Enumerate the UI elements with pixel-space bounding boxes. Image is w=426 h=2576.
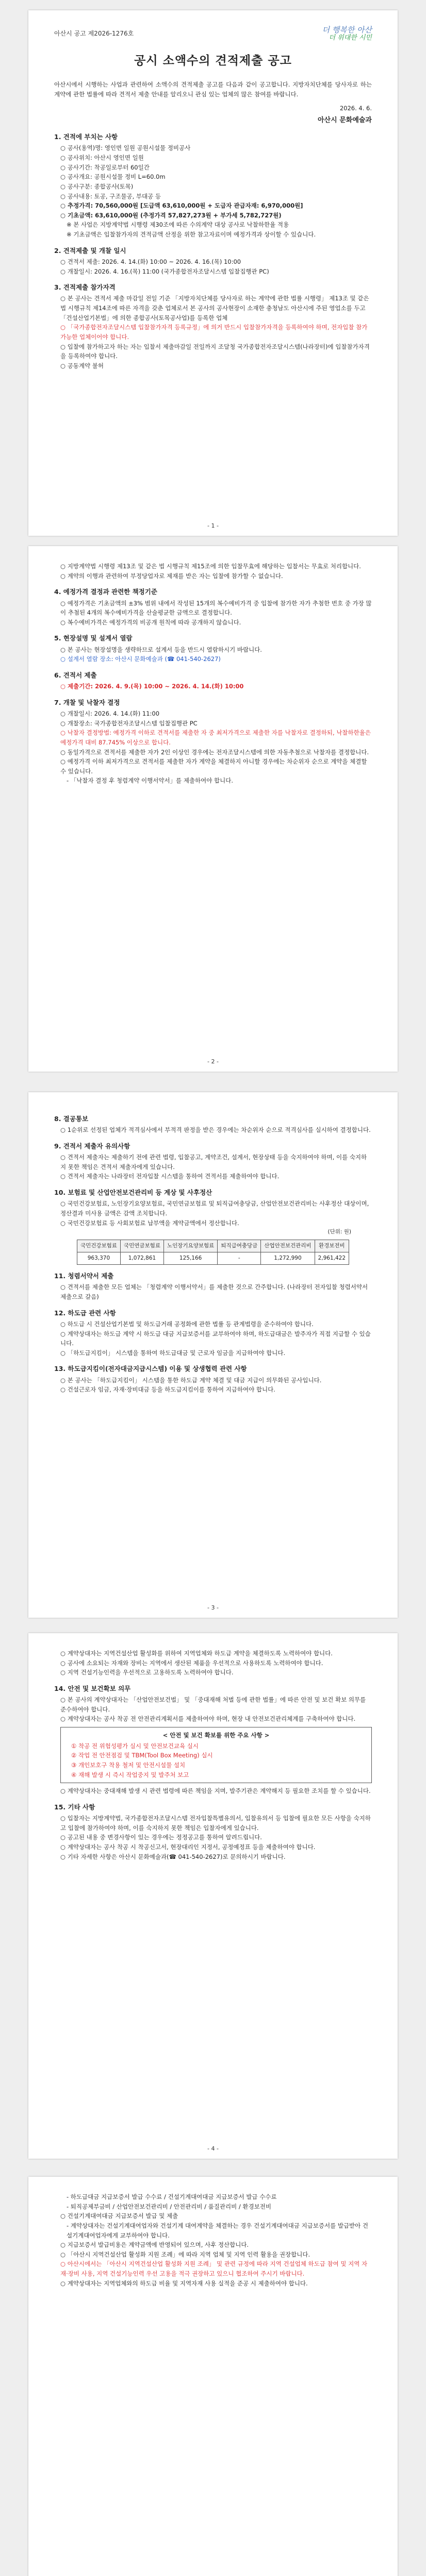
s13-item: ○ 본 공사는 「하도급지킴이」 시스템을 통한 하도급 계약 체결 및 대금 지급이 의무화된 공사입니다. <box>60 1376 322 1384</box>
fee-value: 2,961,422 <box>315 1252 349 1265</box>
page-number: - 4 - <box>207 2145 219 2153</box>
section-15-heading: 15. 기타 사항 <box>54 1803 95 1811</box>
page-4 <box>28 1633 398 2159</box>
s14-item: ○ 계약상대자는 중대재해 발생 시 관련 법령에 따른 책임을 지며, 발주기관은 계약해지 등 필요한 조치를 할 수 있습니다. <box>60 1787 371 1795</box>
fee-header: 퇴직급여충당금 <box>218 1240 261 1252</box>
s4-item: ○ 복수예비가격은 예정가격의 비공개 원칙에 따라 공개하지 않습니다. <box>60 618 241 626</box>
s12-item: ○ 하도급 시 건설산업기본법 및 하도급거래 공정화에 관한 법률 등 관계법령을 준수하여야 합니다. <box>60 1320 314 1328</box>
s7-award-text: ○ 낙찰자 결정방법: 예정가격 이하로 견적서를 제출한 자 중 최저가격으로 제출한 자를 낙찰자로 결정하되, 낙찰하한율은 예정가격 대비 87.745% 이상으로 합니다. <box>60 729 371 746</box>
fee-value: 1,072,861 <box>120 1252 163 1265</box>
fee-header: 국민건강보험료 <box>77 1240 120 1252</box>
s1-note: ※ 기초금액은 입찰참가자의 견적금액 산정을 위한 참고자료이며 예정가격과 상이할 수 있습니다. <box>67 231 316 239</box>
notice-date: 2026. 4. 6. <box>339 104 372 112</box>
s2-item: ○ 견적서 제출: 2026. 4. 14.(화) 10:00 ~ 2026. 4. 16.(목) 10:00 <box>60 258 241 265</box>
notice-number: 아산시 공고 제2026-1276호 <box>54 30 134 37</box>
p5-item: ○ 계약상대자는 지역업체와의 하도급 비율 및 지역자재 사용 실적을 준공 시 제출하여야 합니다. <box>60 2279 308 2287</box>
s3-item: ○ 공동계약 불허 <box>60 362 104 369</box>
section-7-heading: 7. 개찰 및 낙찰자 결정 <box>54 698 120 706</box>
s14-item: ○ 계약상대자는 공사 착공 전 안전관리계획서를 제출하여야 하며, 현장 내 안전보건관리체계를 구축하여야 합니다. <box>60 1715 356 1723</box>
intro-paragraph: 아산시에서 시행하는 사업과 관련하여 소액수의 견적제출 공고를 다음과 같이 공고합니다. 지방자치단체를 당사자로 하는 계약에 관한 법률에 따라 견적서 제출 안내를 알리오니 관심 있는 업체의 많은 참여를 바랍니다. <box>54 81 372 98</box>
s12-item: ○ 계약상대자는 하도급 계약 시 하도급 대금 지급보증서를 교부하여야 하며, 하도급대금은 발주자가 직접 지급할 수 있습니다. <box>60 1330 371 1347</box>
fee-value: 1,272,990 <box>261 1252 315 1265</box>
p5-item: ○ 지급보증서 발급비용은 계약금액에 반영되어 있으며, 사후 정산합니다. <box>60 2241 249 2249</box>
s10-item: ○ 국민건강보험료, 노인장기요양보험료, 국민연금보험료 및 퇴직급여충당금, 산업안전보건관리비는 사후정산 대상이며, 정산결과 미사용 금액은 감액 조치합니다. <box>60 1200 369 1217</box>
section-12-heading: 12. 하도급 관련 사항 <box>54 1309 116 1317</box>
s1-item: ○ 추정가격: 70,560,000원 [도급액 63,610,000원 + 도급자 관급자재: 6,970,000원] <box>60 202 303 210</box>
s14-item: ○ 본 공사의 계약상대자는 「산업안전보건법」 및 「중대재해 처벌 등에 관한 법률」에 따른 안전 및 보건 확보 의무를 준수하여야 합니다. <box>60 1696 366 1713</box>
s4-item: ○ 예정가격은 기초금액의 ±3% 범위 내에서 작성된 15개의 복수예비가격 중 입찰에 참가한 자가 추첨한 번호 중 가장 많이 추첨된 4개의 복수예비가격을 산술평균한 금액으로 결정합니다. <box>60 599 372 617</box>
section-14-heading: 14. 안전 및 보건확보 의무 <box>54 1684 131 1692</box>
section-6-heading: 6. 견적서 제출 <box>54 671 97 679</box>
fee-header: 국민연금보험료 <box>120 1240 163 1252</box>
p4-item: ○ 공사에 소요되는 자재와 장비는 지역에서 생산된 제품을 우선적으로 사용하도록 노력하여야 합니다. <box>60 1659 323 1667</box>
page-5 <box>28 2177 398 2576</box>
fee-value: 125,166 <box>163 1252 217 1265</box>
safety-box-item: ④ 재해 발생 시 즉시 작업중지 및 발주처 보고 <box>71 1771 189 1778</box>
s7-item: ○ 개찰일시: 2026. 4. 14.(화) 11:00 <box>60 710 160 717</box>
s3-item: ○ 본 공사는 견적서 제출 마감일 전일 기준 「지방자치단체를 당사자로 하는 계약에 관한 법률 시행령」 제13조 및 같은 법 시행규칙 제14조에 따른 자격을 갖춘 업체로서 본 공사의 공사현장이 소재한 충청남도 아산시에 주된 영업소를 두고 「건설산업기본법」에 의한 종합공사(토목공사업)를 등록한 업체 <box>60 295 369 321</box>
fee-value: 963,370 <box>77 1252 120 1265</box>
s2-item: ○ 개찰일시: 2026. 4. 16.(목) 11:00 (국가종합전자조달시스템 입찰집행관 PC) <box>60 267 269 275</box>
page-number: - 1 - <box>207 522 219 530</box>
s3-item: ○ 입찰에 참가하고자 하는 자는 입찰서 제출마감일 전일까지 조달청 국가종합전자조달시스템(나라장터)에 입찰참가자격을 등록하여야 합니다. <box>60 343 370 360</box>
safety-box-title: < 안전 및 보건 확보를 위한 주요 사항 > <box>162 1732 270 1739</box>
p2-item: ○ 계약의 이행과 관련하여 부정당업자로 제재를 받은 자는 입찰에 참가할 수 없습니다. <box>60 572 283 580</box>
p4-item: ○ 계약상대자는 지역건설산업 활성화를 위하여 지역업체와 하도급 계약을 체결하도록 노력하여야 합니다. <box>60 1650 333 1657</box>
slogan-line-1: 더 행복한 아산 <box>322 25 372 35</box>
fee-header: 산업안전보건관리비 <box>261 1240 315 1252</box>
s6-item-highlight: ○ 제출기간: 2026. 4. 9.(목) 10:00 ~ 2026. 4. 14.(화) 10:00 <box>60 683 244 690</box>
s1-item: ○ 공사기간: 착공일로부터 60일간 <box>60 163 150 171</box>
s1-item: ○ 공사위치: 아산시 영인면 일원 <box>60 154 144 162</box>
section-9-heading: 9. 견적서 제출자 유의사항 <box>54 1142 130 1150</box>
p4-item: ○ 지역 건설기능인력을 우선적으로 고용하도록 노력하여야 합니다. <box>60 1669 234 1676</box>
slogan-line-2: 더 위대한 시민 <box>329 33 372 42</box>
s7-item: ○ 예정가격 이하 최저가격으로 견적서를 제출한 자가 계약을 체결하지 아니할 경우에는 차순위자 순으로 계약을 체결할 수 있습니다. <box>60 758 367 775</box>
s5-item-highlight: ○ 설계서 열람 장소: 아산시 문화예술과 (☎ 041-540-2627) <box>60 655 221 663</box>
s7-item: ○ 개찰장소: 국가종합전자조달시스템 입찰집행관 PC <box>60 719 198 727</box>
section-2-heading: 2. 견적제출 및 개찰 일시 <box>54 246 126 255</box>
s1-note: ※ 본 사업은 지방계약법 시행령 제30조에 따른 수의계약 대상 공사로 낙찰하한율 적용 <box>67 221 289 229</box>
p5-item: - 하도급대금 지급보증서 발급 수수료 / 건설기계대여대금 지급보증서 발급 수수료 <box>67 2193 277 2200</box>
section-4-heading: 4. 예정가격 결정과 관련한 책정기준 <box>54 588 157 596</box>
p5-item: ○ 건설기계대여대금 지급보증서 발급 및 제출 <box>60 2212 178 2220</box>
section-13-heading: 13. 하도급지킴이(전자대금지급시스템) 이용 및 상생협력 관련 사항 <box>54 1365 247 1373</box>
s3-item-highlight: ○ 「국가종합전자조달시스템 입찰참가자격 등록규정」에 의거 반드시 입찰참가자격을 등록하여야 하며, 전자입찰 참가 가능한 업체이어야 합니다. <box>60 324 368 341</box>
s8-item: ○ 1순위로 선정된 업체가 적격심사에서 부적격 판정을 받은 경우에는 차순위자 순으로 적격심사를 실시하여 결정합니다. <box>60 1126 371 1134</box>
s1-item: ○ 기초금액: 63,610,000원 (추정가격 57,827,273원 + 부가세 5,782,727원) <box>60 211 282 219</box>
section-10-heading: 10. 보험료 및 산업안전보건관리비 등 계상 및 사후정산 <box>54 1189 212 1196</box>
fee-header-row <box>77 1240 349 1252</box>
p5-item: ○ 「아산시 지역건설산업 활성화 지원 조례」에 따라 지역 업체 및 지역 인력 활용을 권장합니다. <box>60 2250 310 2258</box>
s9-item: ○ 견적서 제출자는 제출하기 전에 관련 법령, 입찰공고, 계약조건, 설계서, 현장상태 등을 숙지하여야 하며, 이를 숙지하지 못한 책임은 견적서 제출자에게 있습니다. <box>60 1154 367 1171</box>
fee-unit: (단위: 원) <box>327 1229 351 1235</box>
s11-item: ○ 견적서를 제출한 모든 업체는 「청렴계약 이행서약서」를 제출한 것으로 간주합니다. (나라장터 전자입찰 청렴서약서 제출으로 갈음) <box>60 1283 368 1300</box>
city-slogan-logo <box>321 26 372 42</box>
s1-item: ○ 공사(용역)명: 영인면 일원 공원시설물 정비공사 <box>60 144 191 152</box>
s7-item: ○ 동일가격으로 견적서를 제출한 자가 2인 이상인 경우에는 전자조달시스템에 의한 자동추첨으로 낙찰자를 결정합니다. <box>60 748 369 756</box>
p2-item: ○ 지방계약법 시행령 제13조 및 같은 법 시행규칙 제15조에 의한 입찰무효에 해당하는 입찰서는 무효로 처리합니다. <box>60 563 361 570</box>
fee-header: 노인장기요양보험료 <box>163 1240 217 1252</box>
p5-item: - 퇴직공제부금비 / 산업안전보건관리비 / 안전관리비 / 품질관리비 / 환경보전비 <box>67 2202 271 2210</box>
s13-item: ○ 건설근로자 임금, 자재·장비대금 등을 하도급지킴이를 통하여 지급하여야 합니다. <box>60 1386 275 1394</box>
s15-item: ○ 계약상대자는 공사 착공 시 착공신고서, 현장대리인 지정서, 공정예정표 등을 제출하여야 합니다. <box>60 1843 316 1851</box>
s1-item: ○ 공사개요: 공원시설물 정비 L=60.0m <box>60 173 166 181</box>
safety-box-item: ② 작업 전 안전점검 및 TBM(Tool Box Meeting) 실시 <box>71 1752 213 1759</box>
s15-item: ○ 공고된 내용 중 변경사항이 있는 경우에는 정정공고를 통하여 알려드립니다. <box>60 1834 262 1841</box>
section-1-heading: 1. 견적에 부치는 사항 <box>54 133 118 141</box>
section-3-heading: 3. 견적제출 참가자격 <box>54 283 116 292</box>
fee-header: 환경보전비 <box>315 1240 349 1252</box>
s1-item: ○ 공사구분: 종합공사(토목) <box>60 182 134 190</box>
safety-box-item: ① 착공 전 위험성평가 실시 및 안전보건교육 실시 <box>71 1742 199 1750</box>
page-2 <box>28 546 398 1072</box>
page-number: - 2 - <box>207 1058 219 1065</box>
s7-note: - 「낙찰자 결정 후 청렴계약 이행서약서」를 제출하여야 합니다. <box>67 777 234 785</box>
s12-item: ○ 「하도급지킴이」 시스템을 통하여 하도급대금 및 근로자 임금을 지급하여야 합니다. <box>60 1349 286 1357</box>
document-title: 공시 소액수의 견적제출 공고 <box>134 54 292 67</box>
fee-value-row <box>77 1252 349 1265</box>
section-11-heading: 11. 청렴서약서 제출 <box>54 1272 114 1280</box>
p5-item: - 계약상대자는 건설기계대여업자와 건설기계 대여계약을 체결하는 경우 건설기계대여대금 지급보증서를 발급받아 건설기계대여업자에게 교부하여야 합니다. <box>67 2222 369 2239</box>
s15-item: ○ 기타 자세한 사항은 아산시 문화예술과(☎ 041-540-2627)로 문의하시기 바랍니다. <box>60 1853 286 1860</box>
s5-item: ○ 본 공사는 현장설명을 생략하므로 설계서 등을 반드시 열람하시기 바랍니다. <box>60 646 262 653</box>
page-number: - 3 - <box>207 1604 219 1612</box>
issuer: 아산시 문화예술과 <box>318 116 372 125</box>
s9-item: ○ 견적서 제출자는 나라장터 전자입찰 시스템을 통하여 견적서를 제출하여야 합니다. <box>60 1173 280 1180</box>
safety-box-item: ③ 개인보호구 착용 철저 및 안전시설물 설치 <box>71 1761 186 1769</box>
fee-table <box>77 1240 349 1265</box>
section-8-heading: 8. 결공통보 <box>54 1115 89 1123</box>
section-5-heading: 5. 현장설명 및 설계서 열람 <box>54 634 133 642</box>
safety-notice-box <box>60 1727 372 1783</box>
page-1 <box>28 10 398 536</box>
s15-item: ○ 입찰자는 지방계약법, 국가종합전자조달시스템 전자입찰특별유의서, 입찰유의서 등 입찰에 필요한 모든 사항을 숙지하고 입찰에 참가하여야 하며, 이를 숙지하지 못한 책임은 입찰자에게 있습니다. <box>60 1815 371 1832</box>
s7-item-highlight <box>54 728 372 747</box>
p5-local-industry-notice: ○ 아산시에서는 「아산시 지역건설산업 활성화 지원 조례」 및 관련 규정에 따라 지역 건설업체 하도급 참여 및 지역 자재·장비 사용, 지역 건설기능인력 우선 고용을 적극 권장하고 있으니 협조하여 주시기 바랍니다. <box>60 2260 368 2277</box>
page-3 <box>28 1092 398 1618</box>
s10-item: ○ 국민건강보험료 등 사회보험료 납부액을 계약금액에서 정산합니다. <box>60 1219 239 1227</box>
fee-value: - <box>218 1252 261 1265</box>
s1-item: ○ 공사내용: 토공, 구조물공, 부대공 등 <box>60 192 161 200</box>
